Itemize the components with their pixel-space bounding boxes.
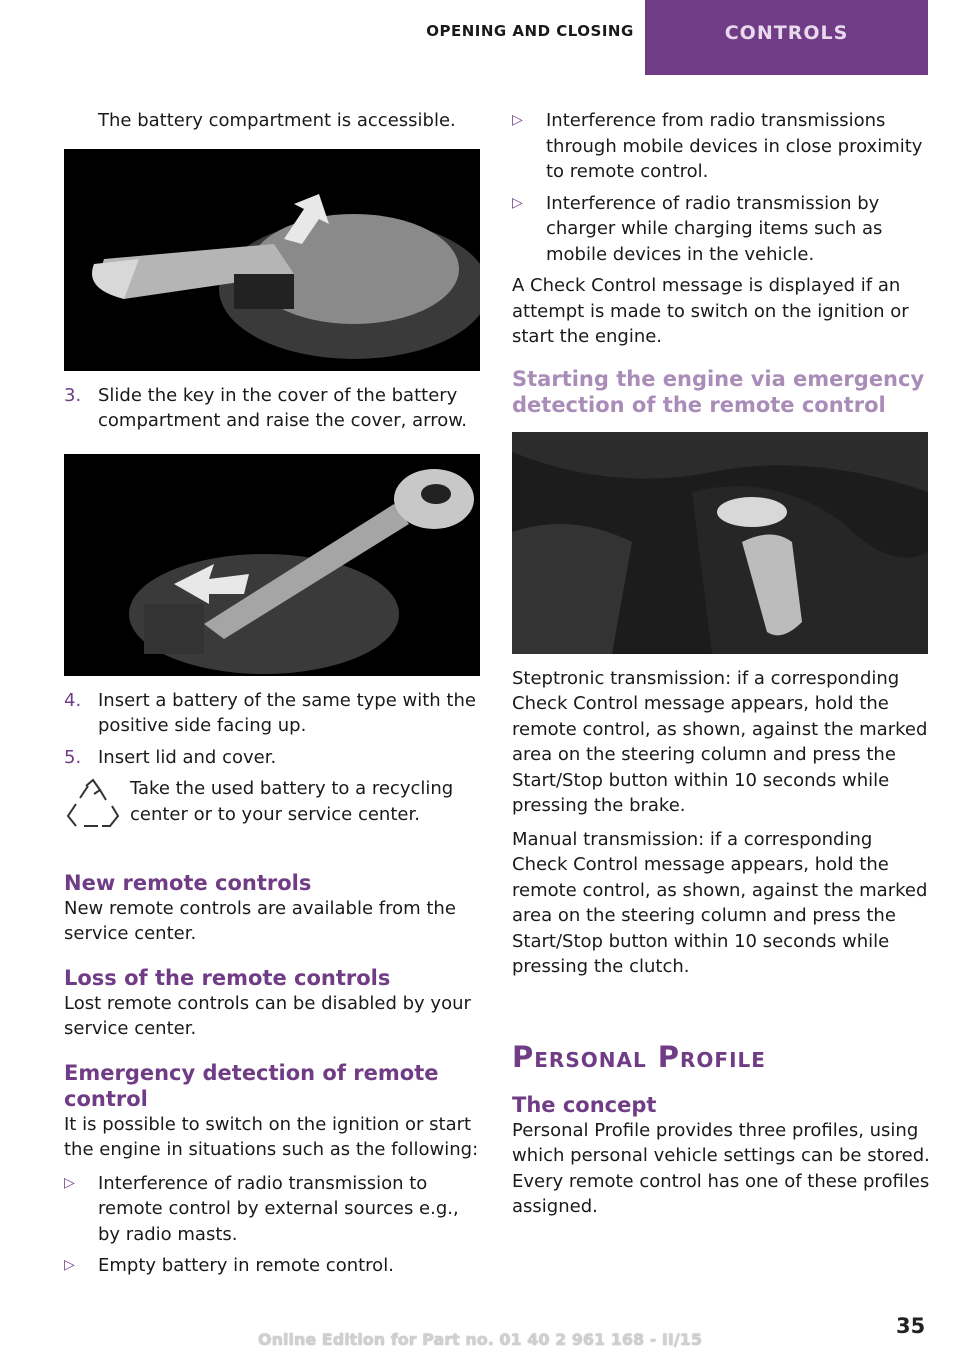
manual-transmission-text: Manual transmission: if a corresponding Check Control message appears, hold the remote control, as shown, against the marked area on the steering column and press the Start/Stop button within 10 seconds while pressing the clutch.	[512, 828, 928, 977]
heading-emergency-detection: Emergency detection of remote control	[64, 1060, 439, 1111]
bullet-charger: ▷ Interference of radio transmission by charger while charging items such as mobile devices in the vehicle.	[512, 191, 930, 268]
triangle-bullet-icon: ▷	[512, 112, 523, 128]
step-4: 4. Insert a battery of the same type with the positive side facing up.	[64, 689, 476, 736]
battery-accessible-text: The battery compartment is accessible.	[98, 110, 456, 131]
check-control-text: A Check Control message is displayed if an attempt is made to switch on the ignition or start the engine.	[512, 275, 909, 347]
step-3: 3. Slide the key in the cover of the battery compartment and raise the cover, arrow.	[64, 384, 468, 431]
loss-remote-text: Lost remote controls can be disabled by your service center.	[64, 992, 471, 1039]
heading-loss-remote-controls: Loss of the remote controls	[64, 965, 391, 990]
new-remote-text: New remote controls are available from the service center.	[64, 897, 456, 944]
key-battery-cover-photo	[64, 149, 480, 371]
emergency-text: It is possible to switch on the ignition or start the engine in situations such as the following:	[64, 1113, 479, 1160]
recycle-text: Take the used battery to a recycling center or to your service center.	[130, 778, 454, 825]
heading-personal-profile: Personal Profile	[512, 1039, 766, 1074]
steering-column-photo	[512, 432, 928, 654]
recycle-icon	[64, 776, 130, 842]
concept-text: Personal Profile provides three profiles, using which personal vehicle settings can be stored. Every remote control has one of these profiles assigned.	[512, 1119, 930, 1217]
right-column	[512, 108, 930, 1220]
header-section: OPENING AND CLOSING	[426, 22, 634, 40]
open-battery-compartment-photo	[64, 454, 480, 676]
heading-the-concept: The concept	[512, 1092, 657, 1117]
bullet-empty-battery: ▷ Empty battery in remote control.	[64, 1253, 484, 1279]
triangle-bullet-icon: ▷	[64, 1257, 75, 1273]
heading-starting-engine: Starting the engine via emergency detection of the remote control	[512, 366, 925, 417]
left-column	[64, 108, 484, 1285]
bullet-mobile-devices: ▷ Interference from radio transmissions through mobile devices in close proximity to remote control.	[512, 108, 930, 185]
step-5: 5. Insert lid and cover.	[64, 746, 277, 768]
steptronic-text: Steptronic transmission: if a corresponding Check Control message appears, hold the remote control, as shown, against the marked area on the steering column and press the Start/Stop button within 10 seconds while pressing the brake.	[512, 667, 928, 816]
footer-edition: Online Edition for Part no. 01 40 2 961 168 - II/15	[258, 1330, 702, 1349]
header-chapter-tab: CONTROLS	[645, 0, 928, 75]
bullet-radio-masts: ▷ Interference of radio transmission to remote control by external sources e.g., by radio masts.	[64, 1171, 484, 1248]
triangle-bullet-icon: ▷	[64, 1174, 75, 1191]
heading-new-remote-controls: New remote controls	[64, 870, 312, 895]
recycling-note	[64, 776, 484, 842]
page-number: 35	[896, 1314, 926, 1338]
triangle-bullet-icon: ▷	[512, 194, 523, 211]
